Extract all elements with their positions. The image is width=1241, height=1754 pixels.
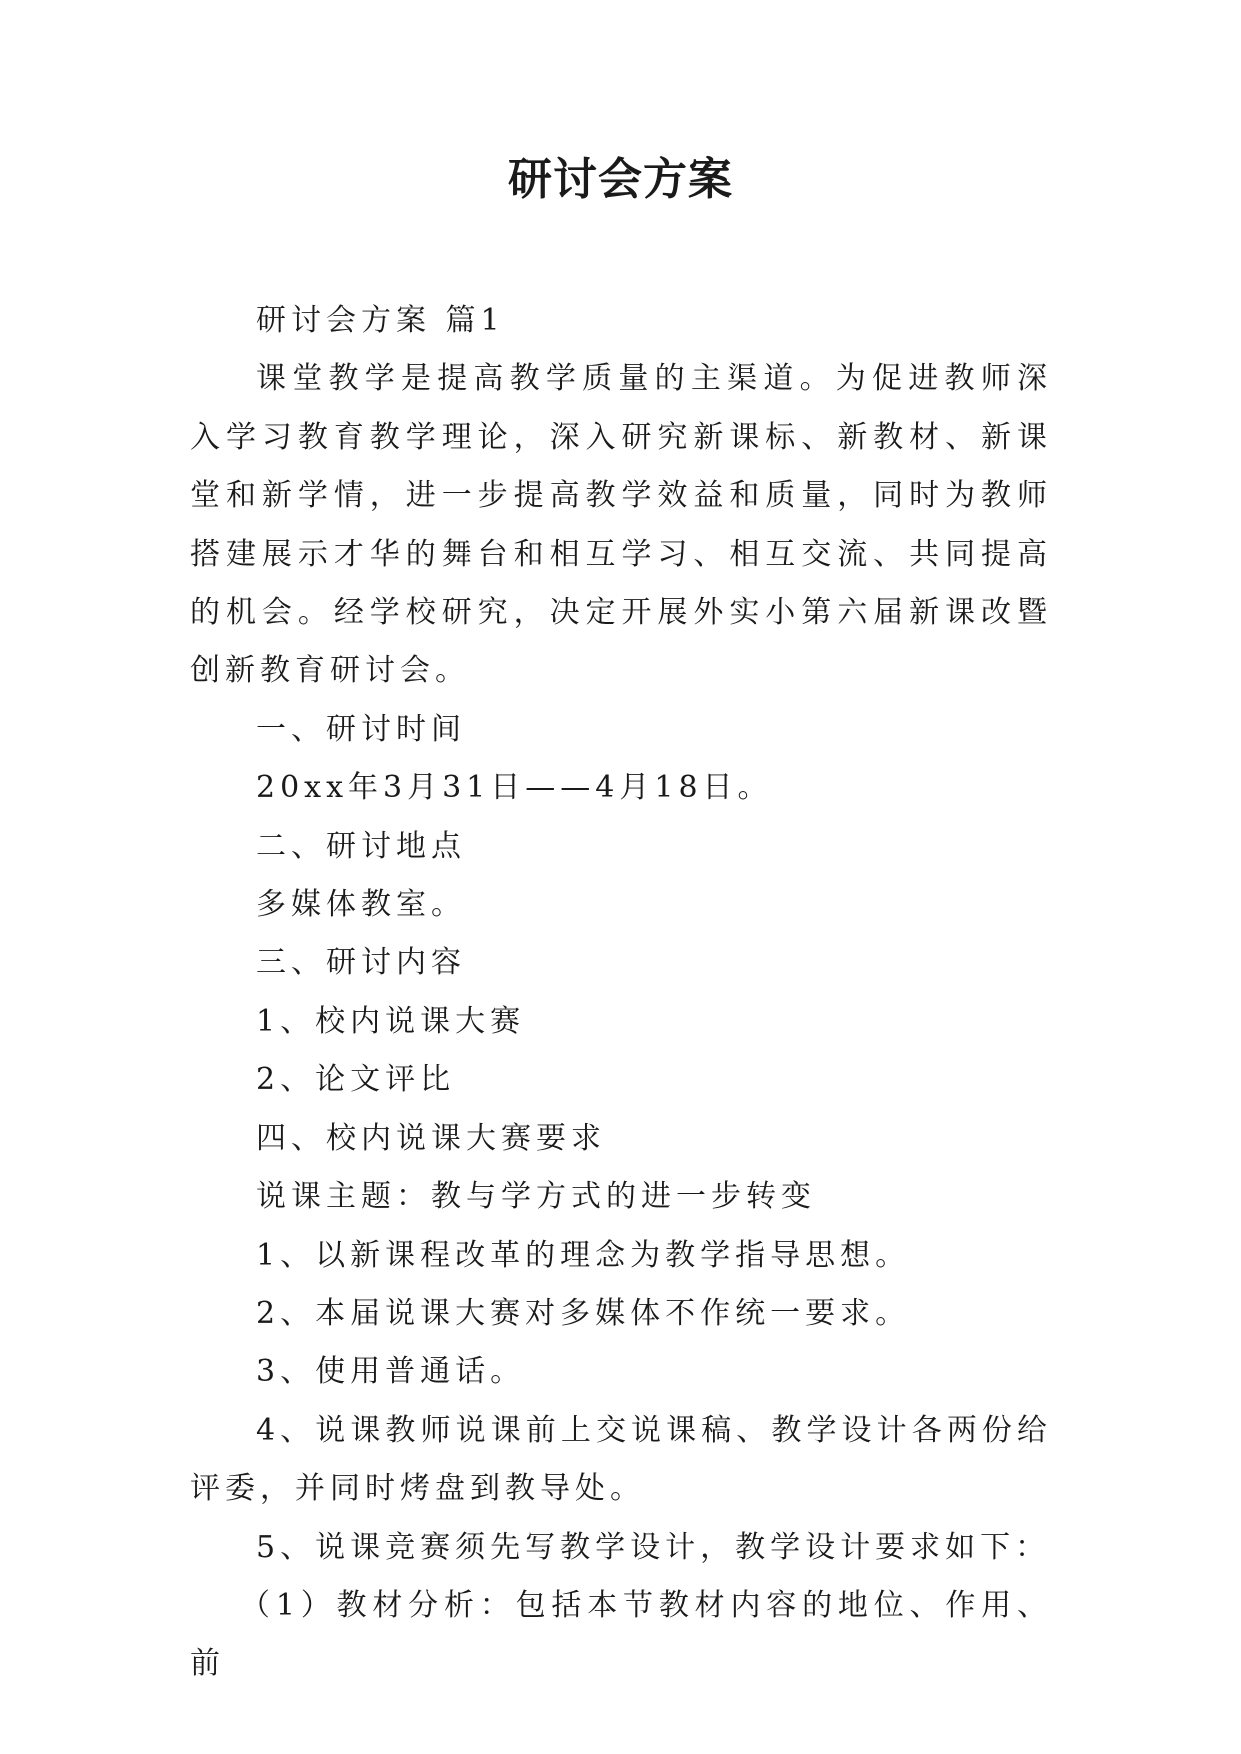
heading-location: 二、研讨地点: [256, 828, 466, 864]
intro-paragraph: 课堂教学是提高教学质量的主渠道。为促进教师深入学习教育教学理论，深入研究新课标、新教材、新课堂和新学情，进一步提高教学效益和质量，同时为教师搭建展示才华的舞台和相互学习、相互交流、共同提高的机会。经学校研究，决定开展外实小第六届新课改暨创新教育研讨会。: [190, 361, 1052, 689]
document-body: [190, 292, 1052, 1694]
lecture-theme: 说课主题：教与学方式的进一步转变: [256, 1179, 816, 1215]
section-heading: 研讨会方案 篇1: [256, 303, 505, 338]
location-value: 多媒体教室。: [256, 887, 466, 923]
requirement-item-5: 5、说课竞赛须先写教学设计，教学设计要求如下：: [256, 1529, 1051, 1565]
requirement-item-3: 3、使用普通话。: [256, 1354, 526, 1390]
heading-time: 一、研讨时间: [256, 711, 466, 747]
heading-content: 三、研讨内容: [256, 945, 466, 981]
design-item-1: （1）教材分析：包括本节教材内容的地位、作用、前: [190, 1587, 1052, 1682]
time-value: 20xx年3月31日——4月18日。: [256, 770, 773, 806]
requirement-item-4: 4、说课教师说课前上交说课稿、教学设计各两份给评委，并同时烤盘到教导处。: [190, 1412, 1052, 1507]
document-title: 研讨会方案: [508, 154, 733, 205]
requirement-item-2: 2、本届说课大赛对多媒体不作统一要求。: [256, 1295, 911, 1331]
content-item-2: 2、论文评比: [256, 1062, 456, 1098]
content-item-1: 1、校内说课大赛: [256, 1003, 526, 1039]
heading-requirements: 四、校内说课大赛要求: [256, 1120, 606, 1156]
requirement-item-1: 1、以新课程改革的理念为教学指导思想。: [256, 1237, 911, 1273]
